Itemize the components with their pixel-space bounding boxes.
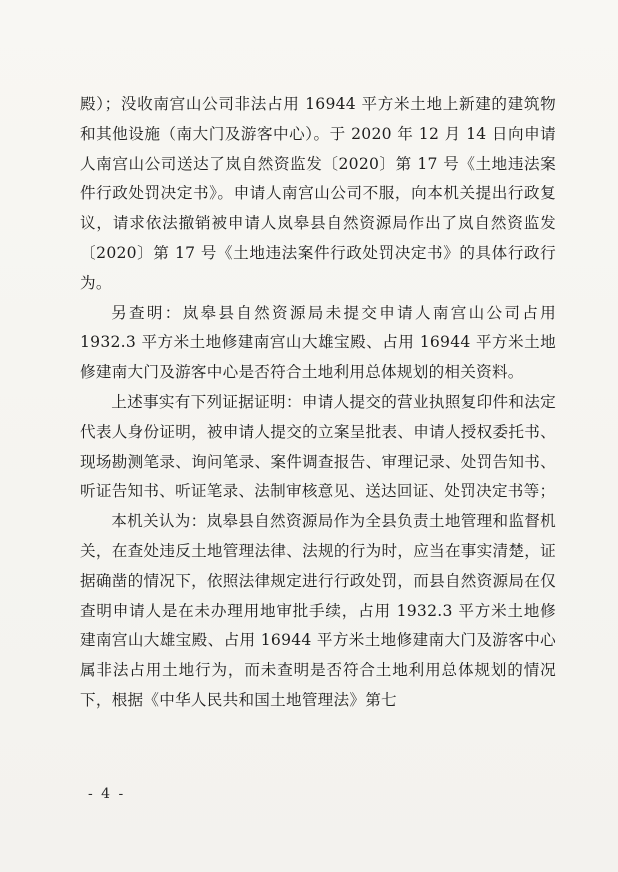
- paragraph-additional-finding: 另查明：岚皋县自然资源局未提交申请人南宫山公司占用 1932.3 平方米土地修建南宫山大雄宝殿、占用 16944 平方米土地修建南大门及游客中心是否符合土地利用总体规划的相关资料。: [80, 303, 556, 382]
- page-number: - 4 -: [88, 786, 126, 802]
- paragraph-continuation: 殿）；没收南宫山公司非法占用 16944 平方米土地上新建的建筑物和其他设施（南大门及游客中心）。于 2020 年 12 月 14 日向申请人南宫山公司送达了岚自然资监发〔2020〕第 17 号《土地违法案件行政处罚决定书》。申请人南宫山公司不服，向本机关提出行政复议，请求依法撤销被申请人岚皋县自然资源局作出了岚自然资监发〔2020〕第 17 号《土地违法案件行政处罚决定书》的具体行政行为。: [80, 95, 556, 292]
- paragraph-evidence: 上述事实有下列证据证明：申请人提交的营业执照复印件和法定代表人身份证明，被申请人提交的立案呈批表、申请人授权委托书、现场勘测笔录、询问笔录、案件调查报告、审理记录、处罚告知书、听证告知书、听证笔录、法制审核意见、送达回证、处罚决定书等；: [80, 392, 556, 501]
- paragraph-opinion: 本机关认为：岚皋县自然资源局作为全县负责土地管理和监督机关，在查处违反土地管理法律、法规的行为时，应当在事实清楚，证据确凿的情况下，依照法律规定进行行政处罚，而县自然资源局在仅查明申请人是在未办理用地审批手续，占用 1932.3 平方米土地修建南宫山大雄宝殿、占用 16944 平方米土地修建南大门及游客中心属非法占用土地行为，而未查明是否符合土地利用总体规划的情况下，根据《中华人民共和国土地管理法》第七: [80, 512, 556, 709]
